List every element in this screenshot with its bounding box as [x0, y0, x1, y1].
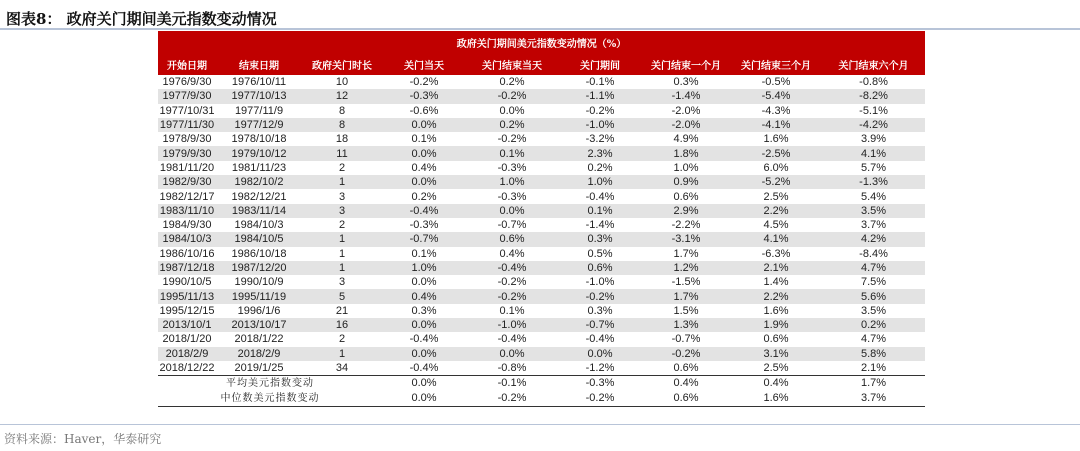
table-cell: 1.8% [642, 146, 730, 160]
summary-cell: 1.6% [730, 391, 822, 407]
table-cell: 1.6% [763, 304, 789, 317]
table-cell: 2018/2/9 [158, 347, 216, 361]
table-cell: -0.3% [497, 161, 527, 174]
table-cell: -3.1% [642, 232, 730, 246]
table-cell: 1979/10/12 [216, 146, 302, 160]
table-cell: 2.1% [860, 362, 887, 375]
column-header: 结束日期 [216, 53, 302, 75]
table-cell: 3 [338, 190, 346, 203]
table-cell: 2.1% [730, 261, 822, 275]
table-cell: 1979/9/30 [158, 146, 216, 160]
table-cell: 0.2% [466, 118, 558, 132]
table-cell: 0.6% [673, 190, 699, 203]
table-cell: -2.5% [730, 146, 822, 160]
table-cell: 1.0% [382, 261, 466, 275]
table-cell: 0.2% [411, 190, 437, 203]
table-cell: -8.2% [822, 89, 925, 103]
table-cell: 1982/12/17 [159, 190, 215, 203]
table-cell: 1990/10/5 [162, 276, 212, 289]
table-cell: 0.2% [822, 318, 925, 332]
table-cell: 1.3% [642, 318, 730, 332]
table-cell: 0.0% [499, 104, 525, 117]
table-cell: 1.0% [466, 175, 558, 189]
table-cell: 2.9% [642, 204, 730, 218]
table-cell: 1 [302, 347, 382, 361]
table-cell: 1996/1/6 [237, 304, 281, 317]
table-cell: -0.3% [382, 89, 466, 103]
table-cell: -1.4% [642, 89, 730, 103]
table-cell: -0.3% [409, 219, 439, 232]
table-cell: -6.3% [761, 247, 791, 260]
table-cell: 10 [335, 76, 349, 89]
table-cell: 1.6% [763, 133, 789, 146]
table-cell: 0.4% [411, 161, 437, 174]
table-row [158, 189, 925, 203]
table-cell: 6.0% [763, 161, 789, 174]
table-cell: 1977/12/9 [216, 118, 302, 132]
table-cell: 8 [302, 118, 382, 132]
summary-cell: 0.6% [642, 391, 730, 407]
table-cell: 0.0% [382, 118, 466, 132]
table-cell: -0.4% [466, 261, 558, 275]
table-cell: 1.0% [558, 175, 642, 189]
table-cell: 2.5% [763, 190, 789, 203]
table-cell: -0.7% [497, 219, 527, 232]
table-cell: 2018/12/22 [159, 362, 215, 375]
table-cell: 16 [302, 318, 382, 332]
table-row [158, 161, 925, 175]
table-cell: 1983/11/14 [216, 204, 302, 218]
table-cell: 0.0% [466, 347, 558, 361]
table-cell: 4.5% [763, 219, 789, 232]
table-cell: 0.2% [499, 76, 525, 89]
table-cell: -0.8% [497, 362, 527, 375]
table-row [158, 175, 925, 189]
table-cell: -0.8% [859, 76, 888, 89]
table-cell: 0.3% [411, 304, 437, 317]
table-row [158, 332, 925, 346]
table-row [158, 289, 925, 303]
summary-cell: -0.2% [466, 391, 558, 407]
table-cell: -1.3% [822, 175, 925, 189]
table-cell: 5.6% [822, 289, 925, 303]
table-row [158, 275, 925, 289]
table-row [158, 247, 925, 261]
table-cell: 2018/2/9 [216, 347, 302, 361]
table-cell: 1.2% [642, 261, 730, 275]
dollar-index-table [158, 31, 925, 407]
table-cell: 4.7% [822, 261, 925, 275]
table-cell: 0.6% [763, 333, 789, 346]
table-cell: 2 [338, 219, 346, 232]
table-cell: -0.2% [466, 89, 558, 103]
table-cell: 18 [335, 133, 349, 146]
table-row [158, 89, 925, 103]
summary-cell: -0.2% [558, 391, 642, 407]
table-cell: 0.3% [558, 232, 642, 246]
table-cell: 2 [338, 161, 346, 174]
table-cell: 0.0% [382, 318, 466, 332]
table-cell: -4.3% [761, 104, 791, 117]
table-row [158, 232, 925, 246]
table-cell: 1986/10/16 [159, 247, 215, 260]
table-cell: 1984/10/3 [234, 219, 284, 232]
column-header: 关门当天 [382, 53, 466, 75]
table-cell: 1977/10/13 [216, 89, 302, 103]
summary-label: 中位数美元指数变动 [158, 391, 382, 407]
table-cell: 1990/10/9 [234, 276, 284, 289]
summary-cell: 0.4% [642, 376, 730, 392]
summary-cell: -0.1% [466, 376, 558, 392]
table-cell: -0.1% [585, 76, 615, 89]
table-cell: -0.2% [497, 133, 527, 146]
table-cell: -1.0% [558, 118, 642, 132]
figure-title: 图表8： 政府关门期间美元指数变动情况 [6, 10, 277, 28]
table-cell: -2.0% [642, 118, 730, 132]
table-cell: -1.0% [466, 318, 558, 332]
table-cell: 1 [302, 175, 382, 189]
table-cell: 1976/10/11 [231, 76, 287, 89]
table-cell: 0.1% [499, 304, 525, 317]
table-cell: 3.5% [822, 204, 925, 218]
table-cell: 2.3% [558, 146, 642, 160]
table-cell: -0.2% [585, 104, 615, 117]
table-cell: 3.1% [730, 347, 822, 361]
table-cell: -5.4% [730, 89, 822, 103]
table-cell: -0.4% [409, 333, 439, 346]
table-cell: -0.2% [558, 289, 642, 303]
table-row [158, 261, 925, 275]
table-cell: 1981/11/20 [159, 161, 215, 174]
table-row [158, 132, 925, 146]
table-cell: -5.2% [730, 175, 822, 189]
table-cell: 1977/10/31 [159, 104, 215, 117]
table-cell: 5.7% [860, 161, 887, 174]
column-header: 关门结束三个月 [730, 53, 822, 75]
table-cell: 1982/10/2 [216, 175, 302, 189]
table-cell: 1977/11/9 [234, 104, 284, 117]
table-cell: 0.0% [558, 347, 642, 361]
table-cell: 0.6% [673, 362, 699, 375]
table-cell: 0.3% [673, 76, 699, 89]
table-cell: 3.7% [860, 219, 887, 232]
table-row [158, 146, 925, 160]
table-cell: 0.3% [587, 304, 613, 317]
table-cell: -0.4% [382, 204, 466, 218]
table-cell: 1984/10/5 [216, 232, 302, 246]
table-cell: 1 [338, 247, 346, 260]
table-cell: -0.3% [497, 190, 527, 203]
table-cell: 1995/12/15 [159, 304, 215, 317]
column-header: 关门结束六个月 [822, 53, 925, 75]
summary-cell: -0.3% [558, 376, 642, 392]
table-cell: 2018/1/22 [234, 333, 284, 346]
table-cell: -0.4% [585, 333, 615, 346]
table-cell: -0.2% [497, 276, 527, 289]
table-cell: 12 [302, 89, 382, 103]
source-note: 资料来源：Haver，华泰研究 [4, 432, 162, 446]
table-cell: 4.9% [673, 133, 699, 146]
table-cell: -2.2% [671, 219, 701, 232]
table-cell: 2018/1/20 [162, 333, 212, 346]
table-cell: -5.1% [859, 104, 888, 117]
table-cell: 0.4% [499, 247, 525, 260]
table-cell: 3 [302, 204, 382, 218]
table-cell: 7.5% [860, 276, 887, 289]
table-cell: 1978/10/18 [231, 133, 287, 146]
table-cell: -4.2% [822, 118, 925, 132]
table-cell: -1.5% [671, 276, 701, 289]
summary-cell: 0.0% [382, 376, 466, 392]
table-cell: -4.1% [730, 118, 822, 132]
table-cell: 0.1% [411, 247, 437, 260]
table-cell: 4.2% [822, 232, 925, 246]
table-cell: 0.0% [382, 175, 466, 189]
table-cell: 0.1% [558, 204, 642, 218]
table-cell: 1984/9/30 [162, 219, 212, 232]
table-cell: 1.9% [730, 318, 822, 332]
table-cell: -0.4% [585, 190, 615, 203]
table-cell: 4.7% [860, 333, 887, 346]
summary-row [158, 376, 925, 392]
table-cell: 0.1% [411, 133, 437, 146]
table-cell: 0.0% [382, 347, 466, 361]
summary-cell: 1.7% [822, 376, 925, 392]
table-cell: -1.1% [558, 89, 642, 103]
table-cell: 0.6% [558, 261, 642, 275]
table-cell: 1.5% [673, 304, 699, 317]
table-cell: 1978/9/30 [162, 133, 212, 146]
table-cell: 1995/11/13 [159, 290, 215, 303]
summary-label: 平均美元指数变动 [158, 376, 382, 392]
table-cell: -0.2% [466, 289, 558, 303]
title-divider [0, 28, 1080, 30]
table-cell: 11 [302, 146, 382, 160]
table-cell: -0.4% [497, 333, 527, 346]
table-cell: -0.6% [409, 104, 439, 117]
summary-cell: 0.0% [382, 391, 466, 407]
table-cell: 1984/10/3 [158, 232, 216, 246]
table-cell: 1 [302, 232, 382, 246]
table-cell: 5.8% [822, 347, 925, 361]
table-caption: 政府关门期间美元指数变动情况（%） [158, 31, 925, 53]
column-header: 关门结束一个月 [642, 53, 730, 75]
table-cell: 3 [338, 276, 346, 289]
table-cell: 1987/12/18 [159, 262, 215, 274]
table-cell: 0.6% [466, 232, 558, 246]
table-cell: 4.1% [822, 146, 925, 160]
table-cell: 5.4% [860, 190, 887, 203]
column-header: 开始日期 [158, 53, 216, 75]
table-cell: 0.5% [587, 247, 613, 260]
table-cell: 0.9% [642, 175, 730, 189]
table-cell: 0.4% [382, 289, 466, 303]
table-cell: 2013/10/1 [158, 318, 216, 332]
table-cell: 1.7% [673, 247, 699, 260]
table-row [158, 104, 925, 118]
table-cell: -0.7% [558, 318, 642, 332]
table-cell: 1976/9/30 [162, 76, 212, 89]
table-cell: 1977/11/30 [159, 119, 215, 132]
table-cell: 4.1% [730, 232, 822, 246]
table-row [158, 361, 925, 376]
table-cell: -0.7% [671, 333, 701, 346]
table-cell: 0.0% [382, 146, 466, 160]
table-cell: 2.2% [730, 289, 822, 303]
table-row [158, 347, 925, 361]
table-cell: -0.2% [409, 76, 439, 89]
table-cell: 1983/11/10 [159, 204, 215, 217]
table-cell: 1982/9/30 [158, 175, 216, 189]
table-cell: 1986/10/18 [231, 247, 287, 260]
table-cell: 2 [338, 333, 346, 346]
table-cell: -1.0% [585, 276, 615, 289]
table-cell: 2019/1/25 [234, 362, 284, 375]
table-cell: -2.0% [671, 104, 701, 117]
table-cell: 34 [335, 362, 349, 375]
column-header: 政府关门时长 [302, 53, 382, 75]
table-cell: -1.4% [585, 219, 615, 232]
table-cell: 1.4% [763, 276, 789, 289]
table-cell: -0.2% [642, 347, 730, 361]
table-row [158, 118, 925, 132]
table-row [158, 318, 925, 332]
table-row [158, 218, 925, 232]
table-cell: 0.0% [411, 276, 437, 289]
table-cell: 0.0% [466, 204, 558, 218]
table-cell: 5 [302, 289, 382, 303]
table-cell: 2.5% [763, 362, 789, 375]
summary-cell: 0.4% [730, 376, 822, 392]
table-cell: 1.0% [673, 161, 699, 174]
table-cell: -1.2% [585, 362, 615, 375]
footer-divider [0, 424, 1080, 425]
table-row [158, 75, 925, 89]
table-cell: 0.1% [466, 146, 558, 160]
table-cell: -0.5% [761, 76, 791, 89]
table-cell: -8.4% [859, 247, 888, 260]
table-cell: 2.2% [730, 204, 822, 218]
table-cell: -0.4% [409, 362, 439, 375]
column-header: 关门结束当天 [466, 53, 558, 75]
table-cell: 1.7% [642, 289, 730, 303]
table-cell: 1995/11/19 [216, 289, 302, 303]
table-cell: 3.5% [860, 304, 887, 317]
table-cell: 0.2% [587, 161, 613, 174]
table-cell: 3.9% [860, 133, 887, 146]
column-header: 关门期间 [558, 53, 642, 75]
summary-cell: 3.7% [822, 391, 925, 407]
table-cell: 1987/12/20 [216, 261, 302, 275]
table-cell: 1981/11/23 [231, 161, 287, 174]
table-cell: -0.7% [382, 232, 466, 246]
header-row [158, 53, 925, 75]
table-cell: 1982/12/21 [231, 190, 287, 203]
table-cell: 8 [338, 104, 346, 117]
summary-row [158, 391, 925, 407]
table-row [158, 304, 925, 318]
table-cell: 2013/10/17 [216, 318, 302, 332]
table-cell: 21 [335, 304, 349, 317]
table-cell: 1977/9/30 [158, 89, 216, 103]
table-cell: -3.2% [585, 133, 615, 146]
table-row [158, 204, 925, 218]
table-cell: 1 [302, 261, 382, 275]
